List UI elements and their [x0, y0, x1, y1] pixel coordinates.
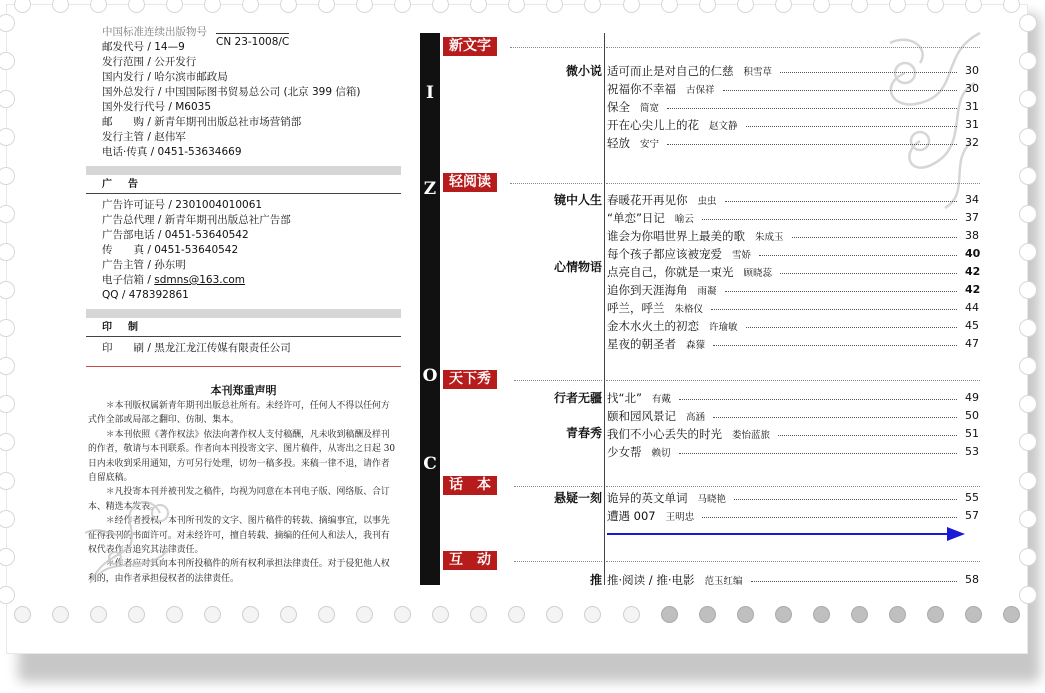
entry-title: 少女帮 [607, 444, 642, 459]
divider [514, 486, 602, 487]
declaration-text [88, 399, 396, 586]
perforation-hole [0, 205, 15, 223]
perforation-hole [1019, 433, 1037, 451]
perforation-hole [0, 52, 15, 70]
perforation-hole [0, 548, 15, 566]
perforation-hole [1019, 243, 1037, 261]
category-label: 行者无疆 [553, 391, 602, 405]
section-band: 天下秀 [443, 370, 497, 389]
perforation-hole [128, 0, 145, 13]
entry-author: 娄怡蓝旅 [732, 429, 771, 441]
category-label: 镜中人生 [553, 193, 602, 207]
entry-page: 42 [965, 265, 981, 278]
toc-entry[interactable] [607, 209, 987, 226]
perforation-hole [813, 606, 830, 623]
toc-entry[interactable] [607, 80, 987, 97]
entry-page: 37 [965, 211, 979, 224]
entry-page: 55 [965, 491, 979, 504]
publication-info-column [86, 26, 401, 585]
perforation-hole [851, 0, 868, 13]
perforation-hole [0, 395, 15, 413]
info-line: 广告部电话 / 0451-53640542 [102, 229, 249, 241]
info-line: 国内发行 / 哈尔滨市邮政局 [102, 71, 228, 83]
entry-page: 38 [965, 229, 979, 242]
category-label: 推 [589, 573, 602, 587]
declaration-paragraph: ＊经作者授权，本刊所刊发的文字、图片稿件的转载、摘编事宜，以事先征得我刊的书面许可。对未经许可，擅自转载、摘编的任何人和法人，我刊有权代表作者追究其法律责任。 [88, 516, 390, 556]
divider-bar [86, 166, 401, 175]
info-line: 邮发代号 / 14—9 [102, 41, 185, 53]
toc-entry[interactable] [607, 62, 987, 79]
perforation-hole [128, 606, 145, 623]
perforation-hole [1019, 205, 1037, 223]
entry-page: 32 [965, 136, 979, 149]
toc-entry[interactable] [607, 571, 987, 588]
dot-leader [746, 327, 957, 328]
toc-entry[interactable] [607, 281, 987, 298]
perforation-hole [280, 0, 297, 13]
entry-page: 58 [965, 573, 979, 586]
perforation-hole [0, 14, 15, 32]
perforation-hole [318, 606, 335, 623]
entry-title: 适可而止是对自己的仁慈 [607, 63, 734, 78]
perforation-hole [0, 243, 15, 261]
entry-title: 开在心尖儿上的花 [607, 117, 699, 132]
dot-leader [667, 144, 957, 145]
dot-leader [792, 237, 957, 238]
entry-page: 31 [965, 100, 979, 113]
category-label: 悬疑一刻 [553, 491, 602, 505]
entry-title: 遭遇 007 [607, 508, 656, 523]
perforation-hole [242, 606, 259, 623]
perforation-hole [661, 606, 678, 623]
declaration-paragraph: ＊本刊版权属新青年期刊出版总社所有。未经许可，任何人不得以任何方式作全部或局部之翻印、仿制、集本。 [88, 401, 390, 426]
entry-title: 星夜的朝圣者 [607, 336, 676, 351]
entry-title: 诡异的英文单词 [607, 490, 688, 505]
perforation-hole [1019, 395, 1037, 413]
perforation-hole [0, 90, 15, 108]
declaration-title: 本刊郑重声明 [210, 384, 277, 397]
perforation-hole [1003, 606, 1020, 623]
entry-author: 雪娇 [732, 249, 752, 261]
info-line: 发行主管 / 赵伟军 [102, 131, 186, 143]
divider [606, 183, 980, 184]
entry-author: 朱成玉 [755, 231, 784, 243]
toc-entry[interactable] [607, 245, 987, 262]
entry-author: 高涵 [686, 411, 706, 423]
info-line: 广告许可证号 / 2301004010061 [102, 199, 263, 211]
perforation-hole [1019, 548, 1037, 566]
perforation-hole [661, 0, 678, 13]
dot-leader [723, 90, 957, 91]
dot-leader [713, 417, 957, 418]
divider-bar [86, 309, 401, 318]
entry-page: 42 [965, 283, 981, 296]
entry-author: 顾晓蕊 [743, 267, 773, 279]
dot-leader [679, 399, 957, 400]
perforation-hole [699, 0, 716, 13]
dot-leader [734, 499, 957, 500]
toc-entry[interactable] [607, 407, 987, 424]
perforation-hole [14, 606, 31, 623]
perforation-hole [0, 281, 15, 299]
dot-leader [711, 309, 957, 310]
declaration-paragraph: ＊凡投寄本刊并被刊发之稿件，均视为同意在本刊电子版、网络版、合订本、精选本发表。 [88, 487, 390, 512]
info-line: 国外发行代号 / M6035 [102, 101, 211, 113]
toc-entry[interactable] [607, 98, 987, 115]
perforation-hole [508, 606, 525, 623]
perforation-hole [737, 0, 754, 13]
dot-leader [751, 581, 957, 582]
perforation-hole [965, 606, 982, 623]
perforation-hole [889, 0, 906, 13]
perforation-hole [1019, 510, 1037, 528]
toc-entry[interactable] [607, 134, 987, 151]
perforation-hole [623, 606, 640, 623]
info-line: 邮 购 / 新青年期刊出版总社市场营销部 [102, 116, 302, 128]
dot-leader [702, 219, 957, 220]
entry-page: 50 [965, 409, 979, 422]
perforation-hole [52, 606, 69, 623]
perforation-hole [1019, 90, 1037, 108]
perforation-hole [851, 606, 868, 623]
entry-title: 我们不小心丢失的时光 [607, 426, 722, 441]
info-line: 发行范围 / 公开发行 [102, 56, 197, 68]
divider [606, 47, 980, 48]
perforation-hole [0, 472, 15, 490]
dot-leader [780, 273, 957, 274]
perforation-hole [318, 0, 335, 13]
perforation-hole [0, 167, 15, 185]
perforation-hole [699, 606, 716, 623]
entry-page: 31 [965, 118, 979, 131]
info-line: 电话·传真 / 0451-53634669 [102, 146, 242, 158]
perforation-hole [775, 0, 792, 13]
perforation-hole [1019, 14, 1037, 32]
dot-leader [725, 291, 957, 292]
perforation-hole [0, 357, 15, 375]
dot-leader [702, 517, 957, 518]
perforation-hole [889, 606, 906, 623]
email-line [86, 273, 401, 288]
section-band: 话 本 [443, 476, 497, 495]
entry-page: 53 [965, 445, 979, 458]
toc-entry[interactable] [607, 507, 987, 524]
perforation-hole [584, 0, 601, 13]
info-line: 国外总发行 / 中国国际图书贸易总公司 (北京 399 信箱) [102, 86, 361, 98]
dot-leader [780, 72, 957, 73]
entry-title: 谁会为你唱世界上最美的歌 [607, 228, 745, 243]
email-label: 电子信箱 / [102, 274, 155, 286]
perforation-hole [1019, 128, 1037, 146]
entry-title: 颐和园风景记 [607, 408, 676, 423]
toc-divider [604, 33, 605, 585]
entry-title: 找“北” [607, 390, 642, 405]
perforation-hole [0, 433, 15, 451]
perforation-hole [546, 0, 563, 13]
printer-line: 印 刷 / 黑龙江龙江传媒有限责任公司 [102, 342, 291, 354]
perforation-hole [470, 0, 487, 13]
perforation-hole [0, 128, 15, 146]
entry-title: 春暖花开再见你 [607, 192, 688, 207]
distribution-lines [86, 40, 401, 160]
entry-author: 马晓艳 [697, 493, 727, 505]
entry-author: 森獴 [686, 339, 706, 351]
perforation-bottom [6, 606, 1028, 626]
toc-entry[interactable] [607, 317, 987, 334]
perforation-top [6, 0, 1028, 16]
spine-letter: I [426, 83, 434, 103]
dot-leader [679, 453, 957, 454]
toc-entry[interactable] [607, 116, 987, 133]
entry-page: 49 [965, 391, 979, 404]
entry-title: 呼兰，呼兰 [607, 300, 665, 315]
divider [514, 380, 602, 381]
ad-lines [86, 198, 401, 273]
toc-entry[interactable] [607, 443, 987, 460]
perforation-hole [1019, 586, 1037, 604]
red-rule [86, 366, 401, 367]
cn-number: CN 23-1008/C [216, 33, 289, 50]
perforation-hole [356, 0, 373, 13]
perforation-hole [90, 606, 107, 623]
entry-page: 34 [965, 193, 979, 206]
perforation-hole [394, 0, 411, 13]
entry-author: 赵文静 [709, 120, 738, 132]
perforation-hole [1019, 357, 1037, 375]
entry-title: 轻放 [607, 135, 630, 150]
divider [510, 47, 602, 48]
dot-leader [778, 435, 957, 436]
declaration-paragraph: ＊本刊依照《著作权法》依法向著作权人支付稿酬，凡未收到稿酬及样刊的作者，敬请与本刊联系。作者向本刊投寄文字、图片稿件，从寄出之日起 30 日内未收到采用通知，方可另行处理，切勿一稿多投。来稿一律不退，请作者自留底稿。 [88, 429, 395, 484]
toc-entry[interactable] [607, 335, 987, 352]
perforation-hole [432, 0, 449, 13]
entry-title: “单恋”日记 [607, 210, 665, 225]
dot-leader [725, 201, 957, 202]
category-label: 心情物语 [553, 260, 602, 274]
toc-entry[interactable] [607, 425, 987, 442]
toc-entry[interactable] [607, 263, 987, 280]
table-of-contents [440, 33, 980, 585]
entry-author: 王明忠 [665, 511, 695, 523]
section-band: 互 动 [443, 551, 497, 570]
divider [86, 193, 401, 194]
declaration-paragraph: ＊作者应对其向本刊所投稿件的所有权利承担法律责任。对于侵犯他人权利的，由作者承担侵权者的法律责任。 [88, 559, 390, 584]
dot-leader [667, 108, 957, 109]
dot-leader [713, 345, 957, 346]
perforation-hole [813, 0, 830, 13]
perforation-hole [1019, 319, 1037, 337]
entry-title: 祝福你不幸福 [607, 81, 676, 96]
perforation-hole [1019, 472, 1037, 490]
print-section-heading: 印制 [102, 322, 154, 333]
entry-page: 47 [965, 337, 979, 350]
perforation-hole [204, 0, 221, 13]
perforation-hole [1003, 0, 1020, 13]
perforation-hole [584, 606, 601, 623]
divider [606, 486, 980, 487]
perforation-hole [965, 0, 982, 13]
entry-author: 古保祥 [686, 84, 715, 96]
perforation-hole [90, 0, 107, 13]
divider [514, 561, 602, 562]
spine-letter: C [423, 454, 437, 474]
toc-entry[interactable] [607, 389, 987, 406]
entry-author: 许瑜敏 [709, 321, 738, 333]
toc-entry[interactable] [607, 227, 987, 244]
perforation-hole [432, 606, 449, 623]
entry-title: 每个孩子都应该被宠爱 [607, 246, 722, 261]
perforation-hole [623, 0, 640, 13]
spine-letter: O [422, 366, 438, 386]
perforation-hole [166, 606, 183, 623]
divider [86, 336, 401, 337]
ad-section-heading: 广告 [102, 179, 154, 190]
entry-page: 51 [965, 427, 979, 440]
entry-author: 赖切 [651, 447, 671, 459]
entry-author: 雨凝 [697, 285, 717, 297]
entry-title: 保全 [607, 99, 630, 114]
category-label: 微小说 [565, 64, 602, 78]
entry-page: 44 [965, 301, 979, 314]
perforation-hole [1019, 52, 1037, 70]
perforation-hole [1019, 167, 1037, 185]
perforation-hole [508, 0, 525, 13]
perforation-hole [166, 0, 183, 13]
contents-spine [420, 33, 440, 585]
entry-page: 45 [965, 319, 979, 332]
entry-author: 积雪草 [743, 66, 773, 78]
divider [606, 380, 980, 381]
perforation-hole [242, 0, 259, 13]
info-line: 广告总代理 / 新青年期刊出版总社广告部 [102, 214, 291, 226]
divider [510, 183, 602, 184]
toc-entry[interactable] [607, 191, 987, 208]
entry-title: 推·阅读 / 推·电影 [607, 572, 695, 587]
entry-page: 30 [965, 64, 979, 77]
entry-author: 范玉红编 [704, 575, 743, 587]
perforation-hole [14, 0, 31, 13]
perforation-hole [775, 606, 792, 623]
section-band: 轻阅读 [443, 173, 497, 192]
issn-label: 中国标准连续出版物号 [102, 26, 207, 38]
email-link[interactable]: sdmns@163.com [154, 274, 246, 286]
entry-author: 简宽 [640, 102, 660, 114]
perforation-hole [470, 606, 487, 623]
entry-page: 30 [965, 82, 979, 95]
perforation-hole [204, 606, 221, 623]
entry-author: 有戴 [651, 393, 671, 405]
category-label: 青春秀 [565, 426, 602, 440]
info-line: 传 真 / 0451-53640542 [102, 244, 239, 256]
perforation-hole [52, 0, 69, 13]
divider [606, 561, 980, 562]
perforation-hole [737, 606, 754, 623]
perforation-hole [280, 606, 297, 623]
dot-leader [746, 126, 957, 127]
entry-author: 喻云 [674, 213, 694, 225]
perforation-hole [0, 319, 15, 337]
entry-author: 安宁 [640, 138, 660, 150]
section-band: 新文字 [443, 37, 497, 56]
info-line: 广告主管 / 孙东明 [102, 259, 186, 271]
spine-letter: Z [423, 179, 437, 199]
toc-entry[interactable] [607, 299, 987, 316]
perforation-left [0, 4, 15, 614]
entry-author: 虫虫 [697, 195, 717, 207]
perforation-right [1019, 4, 1037, 614]
qq-line: QQ / 478392861 [102, 289, 189, 301]
perforation-hole [0, 510, 15, 528]
entry-page: 57 [965, 509, 979, 522]
toc-entry[interactable] [607, 489, 987, 506]
perforation-hole [927, 0, 944, 13]
perforation-hole [1019, 281, 1037, 299]
entry-author: 朱格仪 [674, 303, 704, 315]
magazine-page [86, 26, 981, 587]
entry-page: 40 [965, 247, 981, 260]
perforation-hole [0, 586, 15, 604]
perforation-hole [546, 606, 563, 623]
entry-title: 金木水火土的初恋 [607, 318, 699, 333]
perforation-hole [356, 606, 373, 623]
entry-title: 追你到天涯海角 [607, 282, 688, 297]
perforation-hole [927, 606, 944, 623]
dot-leader [759, 255, 957, 256]
entry-title: 点亮自己，你就是一束光 [607, 264, 734, 279]
perforation-hole [394, 606, 411, 623]
arrow-icon [607, 526, 967, 542]
